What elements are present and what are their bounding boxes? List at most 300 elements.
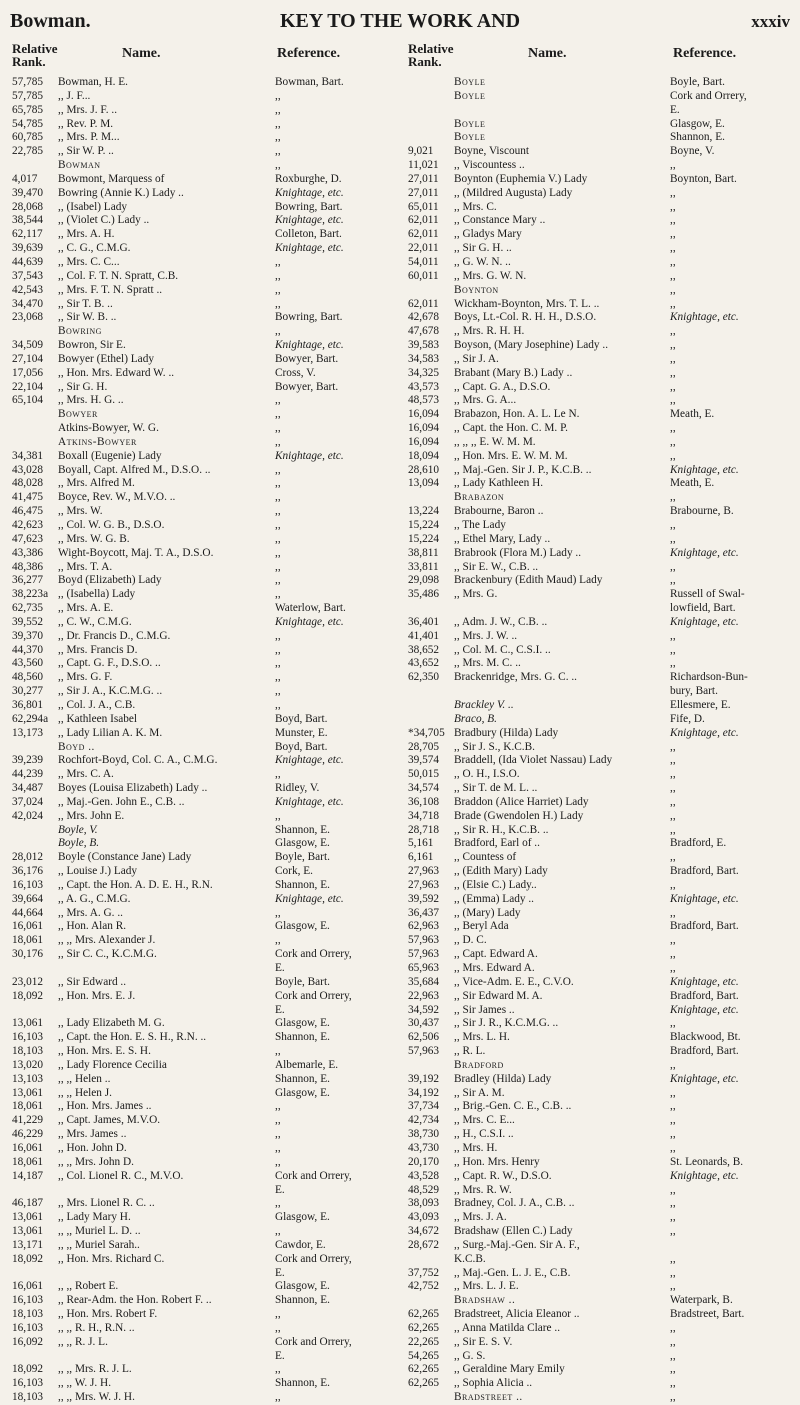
entry-row [12, 464, 394, 478]
relative-rank: 48,573 [408, 394, 440, 407]
entry-row [408, 1087, 790, 1101]
relative-rank: 37,024 [12, 795, 44, 808]
entry-reference: ,, [670, 380, 676, 393]
relative-rank: 44,239 [12, 768, 44, 781]
relative-rank: 34,487 [12, 782, 44, 795]
entry-row [408, 768, 790, 782]
entry-row [12, 450, 394, 464]
entry-row [12, 408, 394, 422]
entry-reference: ,, [275, 159, 281, 172]
entry-name: ,, ,, R. H., R.N. .. [58, 1321, 135, 1334]
entry-row [408, 1184, 790, 1198]
relative-rank: 18,092 [12, 1363, 44, 1376]
entry-name: ,, Lady Kathleen H. [454, 477, 544, 490]
entry-row [12, 90, 394, 104]
entry-name: ,, Ethel Mary, Lady .. [454, 532, 551, 545]
entry-reference: Blackwood, Bt. [670, 1031, 741, 1044]
entry-name: ,, Kathleen Isabel [58, 712, 138, 725]
entry-name: ,, Sir G. H. .. [454, 242, 512, 255]
entry-reference: ,, [670, 934, 676, 947]
entry-reference: ,, [275, 671, 281, 684]
entry-reference: ,, [670, 1017, 676, 1030]
relative-rank: 43,560 [12, 657, 44, 670]
relative-rank: 11,021 [408, 159, 439, 172]
entry-reference: ,, [275, 255, 281, 268]
entry-row [12, 727, 394, 741]
entry-reference: ,, [670, 1086, 676, 1099]
entry-name: ,, Sir J. A., K.C.M.G. .. [58, 685, 163, 698]
entry-name: Boyd (Elizabeth) Lady [58, 574, 162, 587]
entry-reference: ,, [670, 768, 676, 781]
entry-reference: Meath, E. [670, 477, 715, 490]
entry-row [408, 214, 790, 228]
entry-reference: ,, [670, 200, 676, 213]
entry-name: ,, Mrs. L. H. [454, 1031, 510, 1044]
entry-name: ,, Capt. the Hon. E. S. H., R.N. .. [58, 1031, 207, 1044]
entry-reference: Knightage, etc. [275, 754, 344, 767]
entry-reference: Shannon, E. [275, 823, 330, 836]
entry-name: Brade (Gwendolen H.) Lady [454, 809, 584, 822]
entry-row [12, 907, 394, 921]
relative-rank: 15,224 [408, 519, 440, 531]
relative-rank: 38,223a [12, 588, 49, 601]
entry-reference: ,, [670, 1183, 676, 1196]
entry-row [408, 893, 790, 907]
relative-rank: 16,094 [408, 408, 440, 421]
entry-reference: ,, [275, 1225, 281, 1238]
entry-row [12, 782, 394, 796]
entry-row [408, 1017, 790, 1031]
entry-reference: ,, [670, 352, 676, 365]
entry-name: Atkins-Bowyer [58, 435, 137, 448]
entry-name: ,, Sir A. M. [454, 1086, 505, 1099]
entry-name: Rochfort-Boyd, Col. C. A., C.M.G. [58, 754, 218, 767]
entry-row [408, 1280, 790, 1294]
entry-name: ,, Sir W. B. .. [58, 311, 117, 324]
entry-name: ,, Sir G. H. [58, 380, 108, 393]
entry-row [408, 796, 790, 810]
entry-name: ,, Hon. Mrs. Richard C. [58, 1252, 165, 1265]
entry-row [12, 1197, 394, 1211]
relative-rank: 34,325 [408, 366, 440, 379]
entry-reference: ,, [275, 768, 281, 781]
entry-reference: ,, [670, 809, 676, 822]
entry-row [408, 782, 790, 796]
entry-reference: ,, [275, 269, 281, 282]
entry-reference: ,, [670, 519, 676, 531]
entry-name: ,, G. S. [454, 1349, 486, 1362]
relative-rank: 18,103 [12, 1391, 44, 1404]
relative-rank: 39,592 [408, 892, 440, 905]
entry-name: ,, ,, ,, E. W. M. M. [454, 435, 536, 448]
entry-row [12, 796, 394, 810]
entry-reference: Knightage, etc. [275, 186, 344, 199]
entry-row [12, 1391, 394, 1405]
entry-name: ,, Mrs. C. [454, 200, 497, 213]
entry-name: Brabourne, Baron .. [454, 505, 544, 518]
relative-rank: 42,024 [12, 809, 44, 822]
relative-rank: 28,068 [12, 200, 44, 213]
entry-name: Boyce, Rev. W., M.V.O. .. [58, 491, 176, 504]
relative-rank: 44,664 [12, 906, 44, 919]
relative-rank: 30,176 [12, 948, 44, 961]
entry-reference: ,, [275, 685, 281, 698]
entry-reference: ,, [670, 1321, 676, 1334]
entry-row [12, 934, 394, 948]
entry-row [12, 1239, 394, 1253]
entry-row [12, 270, 394, 284]
entry-reference: Knightage, etc. [670, 615, 739, 628]
entry-row [408, 1004, 790, 1018]
entry-row [408, 976, 790, 990]
relative-rank: 23,012 [12, 975, 44, 988]
entry-row [12, 990, 394, 1004]
relative-rank: 47,623 [12, 532, 44, 545]
entry-row [12, 477, 394, 491]
relative-rank: 23,068 [12, 311, 44, 324]
relative-rank: 57,785 [12, 89, 44, 102]
relative-rank: 46,229 [12, 1128, 44, 1141]
relative-rank: 34,583 [408, 352, 440, 365]
entry-reference: Glasgow, E. [275, 1211, 330, 1224]
entry-name: ,, (Mary) Lady [454, 906, 521, 919]
entry-name: ,, Capt. Edward A. [454, 948, 538, 961]
relative-rank: 62,265 [408, 1321, 440, 1334]
entry-row [408, 824, 790, 838]
entry-reference: bury, Bart. [670, 685, 718, 698]
entry-reference: E. [275, 962, 285, 974]
entry-row [12, 602, 394, 616]
relative-rank: 34,672 [408, 1225, 440, 1238]
entry-reference: Bowman, Bart. [275, 76, 344, 88]
relative-rank: 57,963 [408, 934, 440, 947]
entry-row [408, 519, 790, 533]
entry-row [408, 1239, 790, 1253]
relative-rank: 16,061 [12, 920, 44, 933]
relative-rank: 22,785 [12, 145, 44, 158]
entry-reference: ,, [670, 297, 676, 310]
entry-name: Bradshaw (Ellen C.) Lady [454, 1225, 573, 1238]
entry-name: Boynton (Euphemia V.) Lady [454, 172, 588, 185]
entry-name: ,, The Lady [454, 519, 506, 531]
entry-reference: ,, [670, 878, 676, 891]
entry-reference: Glasgow, E. [275, 837, 330, 850]
relative-rank: 39,574 [408, 754, 440, 767]
entry-reference: ,, [670, 1349, 676, 1362]
entry-reference: Knightage, etc. [275, 795, 344, 808]
entry-name: ,, Mrs. James .. [58, 1128, 127, 1141]
relative-rank: 28,672 [408, 1238, 440, 1251]
entry-name: ,, Mrs. J. W. .. [454, 629, 518, 642]
relative-rank: 22,011 [408, 242, 439, 255]
entry-row [408, 187, 790, 201]
entry-reference: ,, [275, 435, 281, 448]
relative-rank: 62,011 [408, 214, 439, 227]
entry-row [12, 298, 394, 312]
relative-rank: 43,028 [12, 463, 44, 476]
entry-reference: ,, [275, 408, 281, 421]
left-column [12, 42, 394, 1405]
entry-reference: Boyd, Bart. [275, 712, 328, 725]
entry-reference: Cork and Orrery, [670, 89, 747, 102]
relative-rank: 22,963 [408, 989, 440, 1002]
relative-rank: 35,486 [408, 588, 440, 601]
entry-name: ,, Sir J. R., K.C.M.G. .. [454, 1017, 559, 1030]
entry-row [12, 1280, 394, 1294]
relative-rank: 36,801 [12, 698, 44, 711]
entry-reference: Knightage, etc. [275, 892, 344, 905]
entry-row [408, 228, 790, 242]
relative-rank: 13,094 [408, 477, 440, 490]
entry-reference: Roxburghe, D. [275, 172, 342, 185]
relative-rank: 38,730 [408, 1128, 440, 1141]
relative-rank: 27,011 [408, 172, 439, 185]
entry-reference: Bowyer, Bart. [275, 380, 339, 393]
entry-name: Braco, B. [454, 712, 497, 725]
relative-rank: 44,639 [12, 255, 44, 268]
entry-name: ,, Sir J. S., K.C.B. [454, 740, 535, 753]
entry-name: ,, Mrs. C. A. [58, 768, 114, 781]
relative-rank: 39,239 [12, 754, 44, 767]
entry-name: Brackenbury (Edith Maud) Lady [454, 574, 603, 587]
relative-rank: 30,437 [408, 1017, 440, 1030]
entry-name: ,, ,, Robert E. [58, 1280, 119, 1293]
entry-name: ,, ,, Mrs. W. J. H. [58, 1391, 135, 1404]
relative-rank: 4,017 [12, 172, 38, 185]
relative-rank: 34,192 [408, 1086, 440, 1099]
entry-reference: ,, [670, 255, 676, 268]
entry-row [408, 145, 790, 159]
entry-reference: Knightage, etc. [275, 449, 344, 462]
entry-reference: Knightage, etc. [275, 615, 344, 628]
entry-name: ,, Mrs. W. G. B. [58, 532, 130, 545]
entry-row [408, 574, 790, 588]
entry-reference: ,, [275, 1391, 281, 1404]
relative-rank: 65,963 [408, 962, 440, 974]
running-head-center: KEY TO THE WORK AND [279, 10, 521, 32]
entry-row [408, 284, 790, 298]
entry-name: Brabant (Mary B.) Lady .. [454, 366, 573, 379]
entry-row [408, 464, 790, 478]
entry-row [408, 1308, 790, 1322]
relative-rank: 62,011 [408, 228, 439, 241]
relative-rank: 18,061 [12, 1155, 44, 1168]
entry-reference: ,, [670, 1128, 676, 1141]
entry-name: Bradshaw .. [454, 1294, 516, 1307]
entry-row [408, 104, 790, 118]
relative-rank: 13,020 [12, 1058, 44, 1071]
entry-reference: ,, [275, 574, 281, 587]
entry-row [12, 1045, 394, 1059]
entry-name: Brabazon [454, 491, 505, 504]
entry-row [12, 1322, 394, 1336]
relative-rank: 13,061 [12, 1086, 44, 1099]
entry-row [408, 1267, 790, 1281]
entry-name: Wickham-Boynton, Mrs. T. L. .. [454, 297, 600, 310]
entry-reference: Cawdor, E. [275, 1238, 326, 1251]
entry-reference: ,, [670, 449, 676, 462]
entry-reference: Shannon, E. [670, 131, 725, 144]
entry-reference: Glasgow, E. [275, 1086, 330, 1099]
entry-reference: ,, [670, 851, 676, 864]
entry-name: ,, Hon. Mrs. Henry [454, 1155, 540, 1168]
entry-row [408, 588, 790, 602]
reference-heading: Reference. [673, 46, 737, 61]
relative-rank: 13,061 [12, 1017, 44, 1030]
entry-reference: ,, [275, 1100, 281, 1113]
entry-row [408, 920, 790, 934]
entry-name: Bowman [58, 159, 101, 172]
entry-reference: Cork, E. [275, 865, 313, 878]
relative-rank: 42,543 [12, 283, 44, 296]
entry-reference: ,, [670, 1280, 676, 1293]
entry-row [408, 270, 790, 284]
relative-rank: 38,093 [408, 1197, 440, 1210]
entry-name: ,, Col. M. C., C.S.I. .. [454, 643, 551, 656]
entry-row [408, 602, 790, 616]
entry-reference: ,, [275, 283, 281, 296]
entry-name: ,, ,, Helen .. [58, 1072, 111, 1085]
entry-reference: Bradford, Bart. [670, 1045, 739, 1058]
entry-row [12, 311, 394, 325]
entry-row [12, 491, 394, 505]
relative-rank: 34,470 [12, 297, 44, 310]
entry-reference: Shannon, E. [275, 1031, 330, 1044]
entry-row [12, 505, 394, 519]
entry-name: ,, Brig.-Gen. C. E., C.B. .. [454, 1100, 572, 1113]
entry-name: Bradford, Earl of .. [454, 837, 540, 850]
entry-reference: Bowring, Bart. [275, 311, 343, 324]
relative-rank: 62,265 [408, 1308, 440, 1321]
entry-name: ,, Mrs. Alfred M. [58, 477, 135, 490]
relative-rank: 16,092 [12, 1335, 44, 1348]
entry-row [408, 1197, 790, 1211]
entry-reference: ,, [275, 560, 281, 573]
entry-row [408, 408, 790, 422]
entry-reference: ,, [670, 906, 676, 919]
entry-row [12, 824, 394, 838]
relative-rank: 47,678 [408, 325, 440, 338]
entry-name: ,, Hon. Mrs. E. J. [58, 989, 136, 1002]
entry-name: ,, Mrs. G. A... [454, 394, 517, 407]
entry-name: Boyall, Capt. Alfred M., D.S.O. .. [58, 463, 211, 476]
relative-rank: 17,056 [12, 366, 44, 379]
entry-row [12, 1114, 394, 1128]
page-number: xxxiv [751, 12, 790, 31]
entry-name: ,, Gladys Mary [454, 228, 522, 241]
rank-heading [408, 42, 453, 68]
entry-reference: Bradford, Bart. [670, 989, 739, 1002]
entry-reference: Boyd, Bart. [275, 740, 328, 753]
entry-name: Bowyer [58, 408, 98, 421]
relative-rank: 13,061 [12, 1225, 44, 1238]
entry-row [408, 505, 790, 519]
entry-reference: ,, [275, 1308, 281, 1321]
entry-row [12, 242, 394, 256]
entry-reference: ,, [670, 491, 676, 504]
entry-reference: Meath, E. [670, 408, 715, 421]
entry-row [408, 1128, 790, 1142]
entry-row [12, 76, 394, 90]
relative-rank: 15,224 [408, 532, 440, 545]
relative-rank: 13,171 [12, 1238, 44, 1251]
relative-rank: 38,811 [408, 546, 439, 559]
entry-row [408, 1391, 790, 1405]
relative-rank: 6,161 [408, 851, 434, 864]
entry-name: ,, Sir C. C., K.C.M.G. [58, 948, 157, 961]
entry-row [408, 311, 790, 325]
relative-rank: 46,187 [12, 1197, 44, 1210]
relative-rank: 28,705 [408, 740, 440, 753]
entry-name: ,, ,, Muriel Sarah.. [58, 1238, 140, 1251]
entry-row [12, 920, 394, 934]
entry-reference: ,, [670, 1211, 676, 1224]
relative-rank: 13,103 [12, 1072, 44, 1085]
entry-reference: ,, [670, 435, 676, 448]
entry-row [12, 284, 394, 298]
relative-rank: 30,277 [12, 685, 44, 698]
entry-reference: ,, [275, 657, 281, 670]
entry-reference: Cork and Orrery, [275, 948, 352, 961]
entry-reference: Russell of Swal- [670, 588, 745, 601]
entry-reference: Knightage, etc. [275, 339, 344, 352]
entry-row [408, 1031, 790, 1045]
relative-rank: 43,093 [408, 1211, 440, 1224]
entry-name: ,, Col. F. T. N. Spratt, C.B. [58, 269, 179, 282]
relative-rank: 48,386 [12, 560, 44, 573]
entry-name: ,, J. F... [58, 89, 91, 102]
entry-reference: Shannon, E. [275, 1377, 330, 1390]
entry-reference: Bradford, Bart. [670, 920, 739, 933]
relative-rank: 41,229 [12, 1114, 44, 1127]
entry-name: ,, ,, Muriel L. D. .. [58, 1225, 141, 1238]
entry-name: ,, Mrs. H. [454, 1141, 498, 1154]
relative-rank: 16,103 [12, 1031, 44, 1044]
entry-row [408, 948, 790, 962]
relative-rank: 62,117 [12, 228, 43, 241]
entry-reference: St. Leonards, B. [670, 1155, 744, 1168]
relative-rank: 34,509 [12, 339, 44, 352]
entry-row [408, 1142, 790, 1156]
entry-reference: ,, [275, 89, 281, 102]
relative-rank: 16,103 [12, 1321, 44, 1334]
entry-name: Bowman, H. E. [58, 76, 128, 88]
entry-row [12, 616, 394, 630]
relative-rank: 62,265 [408, 1363, 440, 1376]
entry-name: Boyne, Viscount [454, 145, 530, 158]
entry-row [408, 741, 790, 755]
relative-rank: 18,092 [12, 989, 44, 1002]
entry-name: ,, Dr. Francis D., C.M.G. [58, 629, 171, 642]
relative-rank: 16,103 [12, 1294, 44, 1307]
relative-rank: 35,684 [408, 975, 440, 988]
entry-name: ,, Louise J.) Lady [58, 865, 138, 878]
entry-row [12, 394, 394, 408]
entry-row [12, 1170, 394, 1184]
entry-name: Bradstreet .. [454, 1391, 523, 1404]
entry-name: Boynton [454, 283, 499, 296]
entry-name: ,, Mrs. C. E... [454, 1114, 515, 1127]
entry-reference: ,, [670, 394, 676, 407]
entry-reference: Glasgow, E. [670, 117, 725, 130]
entry-row [408, 727, 790, 741]
relative-rank: 28,718 [408, 823, 440, 836]
entry-name: ,, R. L. [454, 1045, 486, 1058]
entry-row [408, 1211, 790, 1225]
entry-reference: Munster, E. [275, 726, 328, 739]
entry-name: ,, ,, W. J. H. [58, 1377, 112, 1390]
relative-rank: *34,705 [408, 726, 445, 739]
